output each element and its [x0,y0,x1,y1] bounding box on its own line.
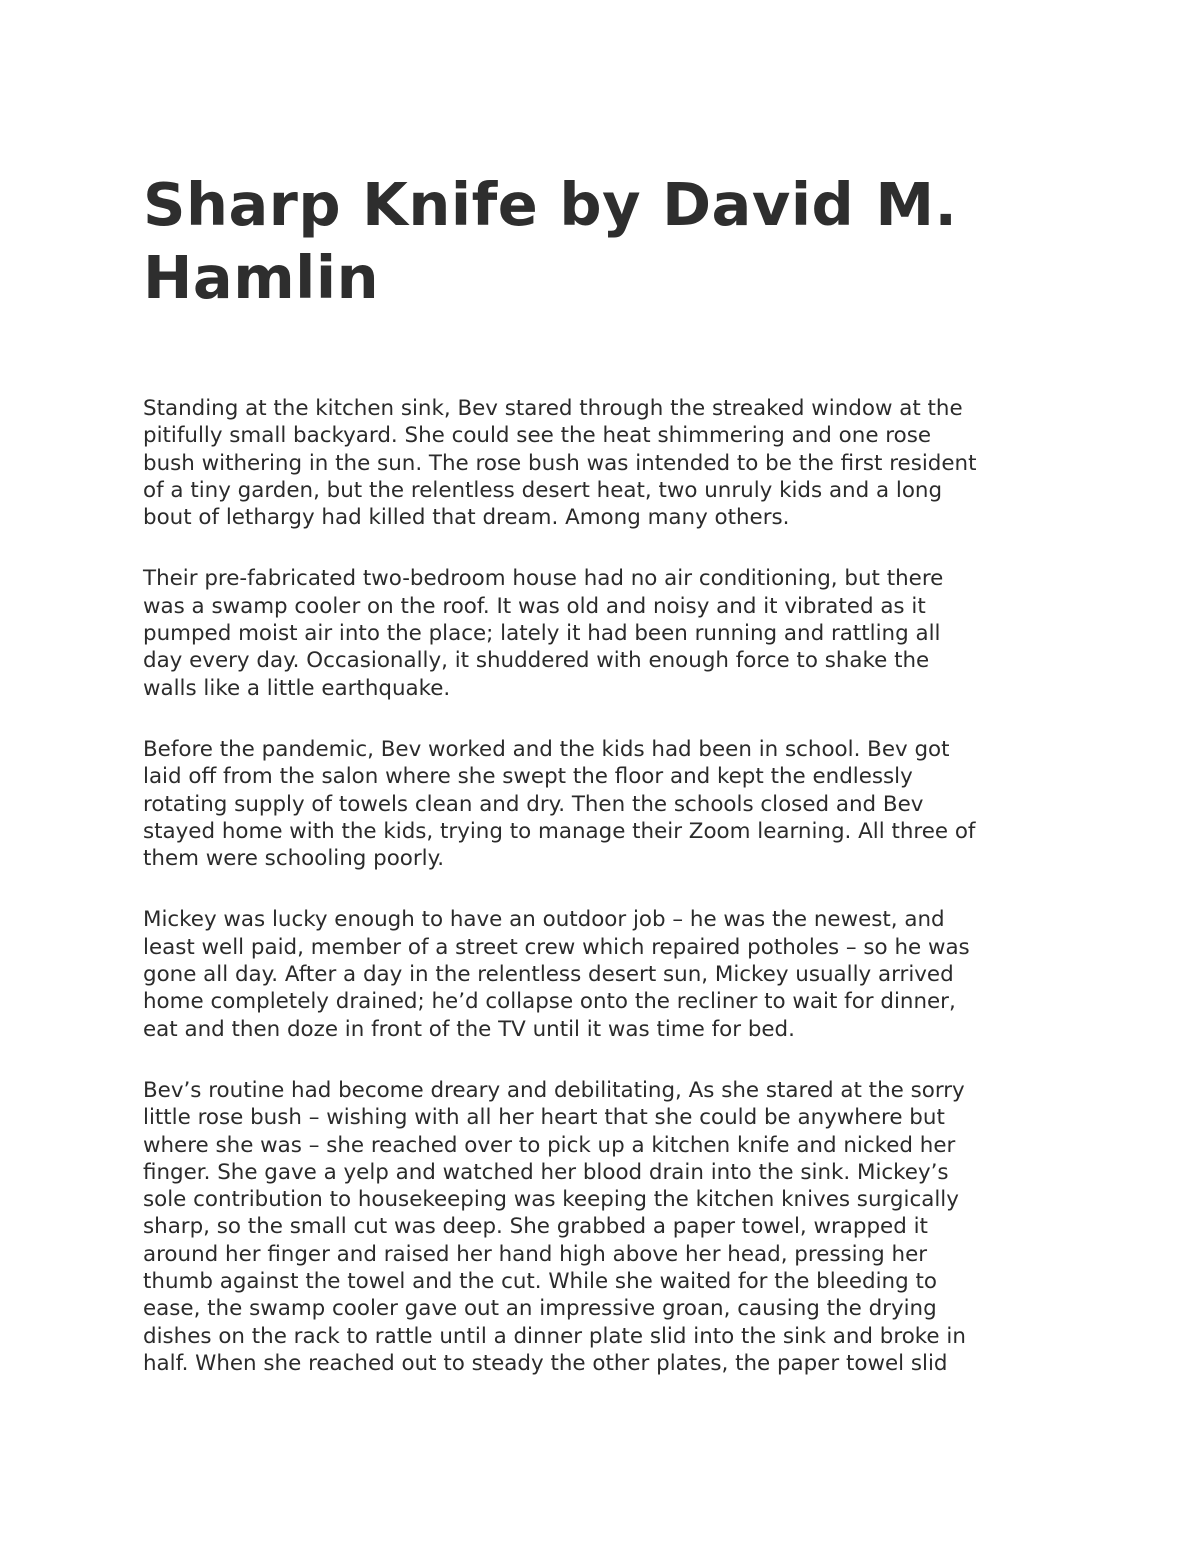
document-title: Sharp Knife by David M. Hamlin [143,170,958,312]
paragraph: Their pre-fabricated two-bedroom house had no air conditioning, but there was a swamp cooler on the roof. It was old and noisy and it vibrated as it pumped moist air into the place; lately it had been running and rattling all day every day. Occasionally, it shuddered with enough force to shake the walls like a little earthquake. [143,566,944,701]
document-body [143,395,1083,1411]
paragraph: Before the pandemic, Bev worked and the kids had been in school. Bev got laid off from the salon where she swept the floor and kept the endlessly rotating supply of towels clean and dry. Then the schools closed and Bev stayed home with the kids, trying to manage their Zoom learning. All three of them were schooling poorly. [143,736,976,872]
paragraph: Bev’s routine had become dreary and debilitating, As she stared at the sorry little rose bush – wishing with all her heart that she could be anywhere but where she was – she reached over to pick up a kitchen knife and nicked her finger. She gave a yelp and watched her blood drain into the sink. Mickey’s sole contribution to housekeeping was keeping the kitchen knives surgically sharp, so the small cut was deep. She grabbed a paper towel, wrapped it around her finger and raised her hand high above her head, pressing her thumb against the towel and the cut. While she waited for the bleeding to ease, the swamp cooler gave out an impressive groan, causing the drying dishes on the rack to rattle until a dinner plate slid into the sink and broke in half. When she reached out to steady the other plates, the paper towel slid [143,1077,966,1376]
paragraph: Standing at the kitchen sink, Bev stared through the streaked window at the pitifully small backyard. She could see the heat shimmering and one rose bush withering in the sun. The rose bush was intended to be the first resident of a tiny garden, but the relentless desert heat, two unruly kids and a long bout of lethargy had killed that dream. Among many others. [143,396,977,531]
paragraph: Mickey was lucky enough to have an outdoor job – he was the newest, and least well paid, member of a street crew which repaired potholes – so he was gone all day. After a day in the relentless desert sun, Mickey usually arrived home completely drained; he’d collapse onto the recliner to wait for dinner, eat and then doze in front of the TV until it was time for bed. [143,907,970,1042]
